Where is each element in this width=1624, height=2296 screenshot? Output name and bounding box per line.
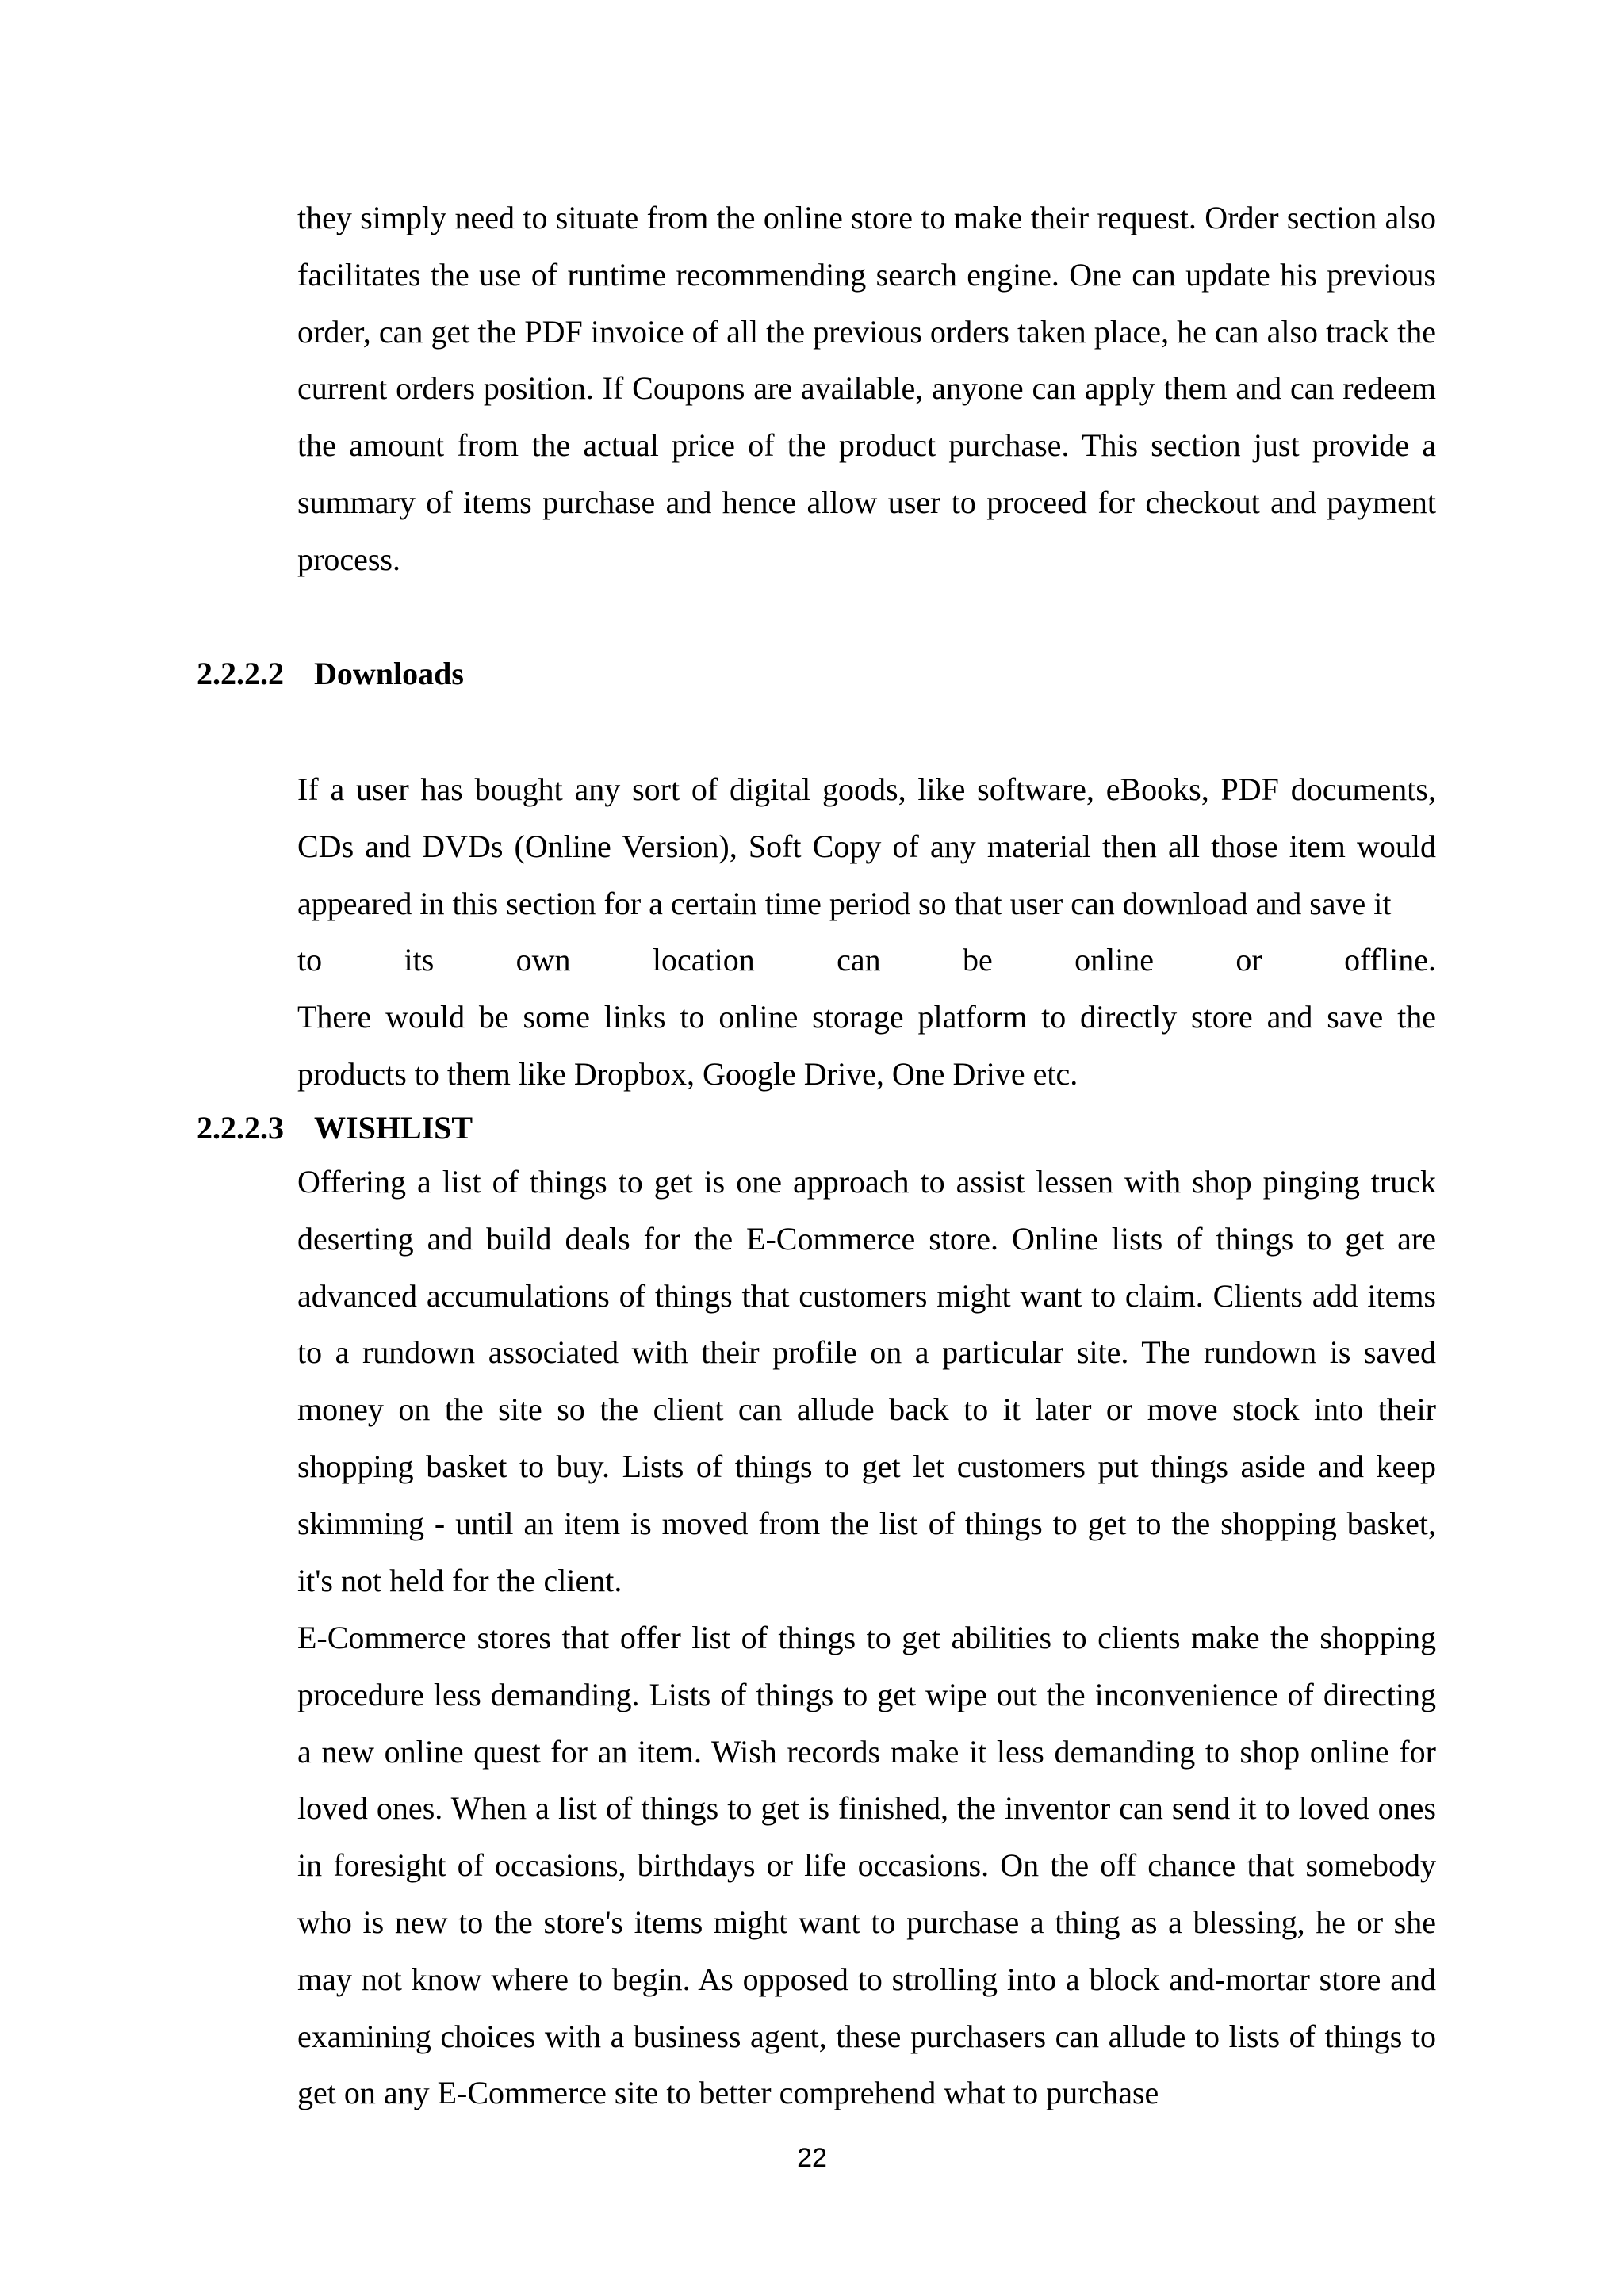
intro-paragraph: they simply need to situate from the online store to make their request. Order section also facilitates the use of runtime recommending search engine. One can update his previous order, can get the PDF invoice of all the previous orders taken place, he can also track the current orders position. If Coupons are available, anyone can apply them and can redeem the amount from the actual price of the product purchase. This section just provide a summary of items purchase and hence allow user to proceed for checkout and payment process.: [297, 200, 1436, 577]
wishlist-paragraph-1: Offering a list of things to get is one approach to assist lessen with shop pinging truck deserting and build deals for the E-Commerce store. Online lists of things to get are advanced accumulations of things that customers might want to claim. Clients add items to a rundown associated with their profile on a particular site. The rundown is saved money on the site so the client can allude back to it later or move stock into their shopping basket to buy. Lists of things to get let customers put things aside and keep skimming - until an item is moved from the list of things to get to the shopping basket, it's not held for the client.: [297, 1164, 1436, 1598]
section-heading-wishlist: [197, 1104, 473, 1152]
section-heading-downloads: [197, 650, 464, 698]
section-number: 2.2.2.2: [197, 656, 284, 691]
downloads-paragraph-part2: There would be some links to online storage platform to directly store and save the products to them like Dropbox, Google Drive, One Drive etc.: [297, 999, 1436, 1092]
section-number: 2.2.2.3: [197, 1110, 284, 1146]
downloads-spread-line: to its own location can be online or offline.: [297, 942, 1436, 978]
section-title: WISHLIST: [314, 1110, 473, 1146]
page-number: 22: [797, 2143, 827, 2173]
downloads-paragraph-part1: If a user has bought any sort of digital goods, like software, eBooks, PDF documents, CDs and DVDs (Online Version), Soft Copy of any material then all those item would appeared in this section for a certain time period so that user can download and save it: [297, 771, 1436, 921]
wishlist-paragraph-2: E-Commerce stores that offer list of things to get abilities to clients make the shopping procedure less demanding. Lists of things to get wipe out the inconvenience of directing a new online quest for an item. Wish records make it less demanding to shop online for loved ones. When a list of things to get is finished, the inventor can send it to loved ones in foresight of occasions, birthdays or life occasions. On the off chance that somebody who is new to the store's items might want to purchase a thing as a blessing, he or she may not know where to begin. As opposed to strolling into a block and-mortar store and examining choices with a business agent, these purchasers can allude to lists of things to get on any E-Commerce site to better comprehend what to purchase: [297, 1620, 1436, 2111]
downloads-paragraph: [297, 761, 1436, 1103]
section-title: Downloads: [314, 656, 464, 691]
